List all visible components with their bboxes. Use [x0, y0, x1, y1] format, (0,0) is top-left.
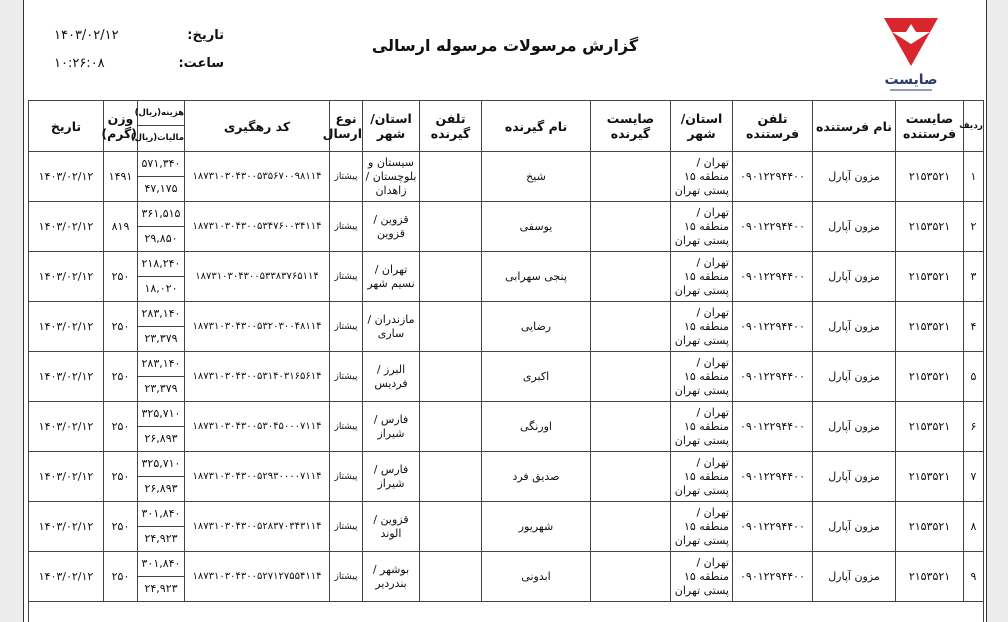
table-row	[29, 402, 984, 452]
col-type: نوع ارسال	[330, 101, 363, 152]
cell-receiver-name: رضایی	[482, 302, 591, 352]
cell-sender-phone: ۰۹۰۱۲۲۹۴۴۰۰	[733, 402, 813, 452]
cell-type: پیشتاز	[330, 452, 363, 502]
cell-receiver-city: قزوین / قزوین	[363, 202, 420, 252]
cell-sender-code: ۲۱۵۳۵۲۱	[896, 202, 964, 252]
cell-receiver-city: فارس / شیراز	[363, 402, 420, 452]
col-weight: وزن (گرم)	[104, 101, 138, 152]
cell-cost-value: ۲۸۳,۱۴۰	[138, 302, 184, 327]
cell-sender-phone: ۰۹۰۱۲۲۹۴۴۰۰	[733, 452, 813, 502]
report-page	[23, 0, 987, 622]
col-receiver-code: صایست گیرنده	[591, 101, 671, 152]
cell-receiver-code	[591, 202, 671, 252]
cell-type: پیشتاز	[330, 302, 363, 352]
cell-type: پیشتاز	[330, 202, 363, 252]
col-date: تاریخ	[29, 101, 104, 152]
cell-receiver-name: شیخ	[482, 152, 591, 202]
cell-sender-city: تهران / منطقه ۱۵ پستی تهران	[671, 152, 733, 202]
cell-tax-value: ۲۴,۹۲۳	[144, 582, 178, 595]
cell-cost	[138, 202, 185, 252]
cell-receiver-code	[591, 452, 671, 502]
cell-tracking: ۱۸۷۳۱۰۳۰۴۳۰۰۵۲۷۱۲۷۵۵۴۱۱۴	[185, 552, 330, 602]
cell-sender-name: مزون آپارل	[813, 252, 896, 302]
time-value: ۱۰:۲۶:۰۸	[54, 56, 105, 71]
cell-cost-value: ۲۸۳,۱۴۰	[138, 352, 184, 377]
cell-date: ۱۴۰۳/۰۲/۱۲	[29, 202, 104, 252]
cell-weight: ۲۵۰	[104, 452, 138, 502]
cell-receiver-city: سیستان و بلوچستان / زاهدان	[363, 152, 420, 202]
table-row	[29, 352, 984, 402]
cell-tracking: ۱۸۷۳۱۰۳۰۴۳۰۰۵۳۵۶۷۰۰۹۸۱۱۴	[185, 152, 330, 202]
cell-date: ۱۴۰۳/۰۲/۱۲	[29, 352, 104, 402]
cell-tracking: ۱۸۷۳۱۰۳۰۴۳۰۰۵۳۳۸۳۷۶۵۱۱۴	[185, 252, 330, 302]
cell-receiver-name: یوسفی	[482, 202, 591, 252]
col-receiver-phone: تلفن گیرنده	[420, 101, 482, 152]
cell-receiver-code	[591, 152, 671, 202]
cell-weight: ۸۱۹	[104, 202, 138, 252]
cell-date: ۱۴۰۳/۰۲/۱۲	[29, 252, 104, 302]
cell-sender-city: تهران / منطقه ۱۵ پستی تهران	[671, 352, 733, 402]
cell-type: پیشتاز	[330, 552, 363, 602]
svg-text:صایست: صایست	[884, 72, 938, 88]
cell-sender-phone: ۰۹۰۱۲۲۹۴۴۰۰	[733, 252, 813, 302]
cell-cost-value: ۳۶۱,۵۱۵	[138, 202, 184, 227]
cell-weight: ۲۵۰	[104, 352, 138, 402]
col-sender-phone: تلفن فرستنده	[733, 101, 813, 152]
cell-date: ۱۴۰۳/۰۲/۱۲	[29, 402, 104, 452]
cell-receiver-city: مازندران / ساری	[363, 302, 420, 352]
cell-tracking: ۱۸۷۳۱۰۳۰۴۳۰۰۵۳۲۰۳۰۰۴۸۱۱۴	[185, 302, 330, 352]
cell-type: پیشتاز	[330, 252, 363, 302]
cell-receiver-phone	[420, 502, 482, 552]
cell-sender-code: ۲۱۵۳۵۲۱	[896, 152, 964, 202]
company-logo	[880, 14, 942, 96]
cell-sender-city: تهران / منطقه ۱۵ پستی تهران	[671, 252, 733, 302]
cell-receiver-name: اورنگی	[482, 402, 591, 452]
table-header-row	[29, 101, 984, 152]
cell-type: پیشتاز	[330, 352, 363, 402]
cell-receiver-code	[591, 252, 671, 302]
cell-tax-value: ۲۹,۸۵۰	[144, 232, 178, 245]
cell-sender-name: مزون آپارل	[813, 152, 896, 202]
table-row	[29, 252, 984, 302]
cell-sender-name: مزون آپارل	[813, 502, 896, 552]
cell-cost	[138, 302, 185, 352]
col-cost-label: هزینه(ریال)	[138, 101, 184, 126]
cell-cost-value: ۳۲۵,۷۱۰	[138, 452, 184, 477]
cell-sender-phone: ۰۹۰۱۲۲۹۴۴۰۰	[733, 302, 813, 352]
cell-row-no: ۵	[964, 352, 984, 402]
cell-receiver-name: ابدونی	[482, 552, 591, 602]
cell-date: ۱۴۰۳/۰۲/۱۲	[29, 552, 104, 602]
cell-sender-name: مزون آپارل	[813, 302, 896, 352]
cell-row-no: ۲	[964, 202, 984, 252]
col-cost	[130, 101, 185, 152]
cell-tax-value: ۲۴,۹۲۳	[144, 532, 178, 545]
cell-tax-value: ۲۳,۳۷۹	[144, 332, 178, 345]
cell-sender-city: تهران / منطقه ۱۵ پستی تهران	[671, 502, 733, 552]
date-label: تاریخ:	[187, 28, 224, 43]
cell-cost	[138, 152, 185, 202]
cell-sender-code: ۲۱۵۳۵۲۱	[896, 502, 964, 552]
col-sender-code: صایست فرستنده	[896, 101, 964, 152]
col-row-no: ردیف	[964, 101, 984, 152]
cell-sender-code: ۲۱۵۳۵۲۱	[896, 552, 964, 602]
cell-receiver-phone	[420, 252, 482, 302]
cell-sender-code: ۲۱۵۳۵۲۱	[896, 452, 964, 502]
cell-receiver-phone	[420, 202, 482, 252]
cell-receiver-phone	[420, 152, 482, 202]
cell-date: ۱۴۰۳/۰۲/۱۲	[29, 452, 104, 502]
cell-tax-value: ۲۶,۸۹۳	[144, 482, 178, 495]
cell-sender-phone: ۰۹۰۱۲۲۹۴۴۰۰	[733, 152, 813, 202]
cell-row-no: ۶	[964, 402, 984, 452]
cell-weight: ۱۴۹۱	[104, 152, 138, 202]
cell-tracking: ۱۸۷۳۱۰۳۰۴۳۰۰۵۳۱۴۰۳۱۶۵۶۱۴	[185, 352, 330, 402]
cell-date: ۱۴۰۳/۰۲/۱۲	[29, 502, 104, 552]
cell-tax-value: ۲۶,۸۹۳	[144, 432, 178, 445]
cell-receiver-phone	[420, 452, 482, 502]
cell-tracking: ۱۸۷۳۱۰۳۰۴۳۰۰۵۲۸۳۷۰۳۴۳۱۱۴	[185, 502, 330, 552]
cell-row-no: ۱	[964, 152, 984, 202]
cell-sender-phone: ۰۹۰۱۲۲۹۴۴۰۰	[733, 502, 813, 552]
table-row	[29, 302, 984, 352]
cell-weight: ۲۵۰	[104, 302, 138, 352]
cell-cost	[138, 252, 185, 302]
table-footer-row	[29, 602, 984, 622]
cell-receiver-phone	[420, 352, 482, 402]
cell-sender-phone: ۰۹۰۱۲۲۹۴۴۰۰	[733, 552, 813, 602]
cell-receiver-phone	[420, 402, 482, 452]
table-row	[29, 152, 984, 202]
cell-weight: ۲۵۰	[104, 252, 138, 302]
cell-cost	[138, 452, 185, 502]
cell-receiver-code	[591, 402, 671, 452]
cell-receiver-city: البرز / فردیس	[363, 352, 420, 402]
cell-tracking: ۱۸۷۳۱۰۳۰۴۳۰۰۵۲۹۳۰۰۰۰۷۱۱۴	[185, 452, 330, 502]
cell-cost-value: ۵۷۱,۳۴۰	[138, 152, 184, 177]
cell-weight: ۲۵۰	[104, 402, 138, 452]
cell-tax-value: ۴۷,۱۷۵	[144, 182, 178, 195]
cell-receiver-code	[591, 552, 671, 602]
col-sender-name: نام فرستنده	[813, 101, 896, 152]
cell-sender-code: ۲۱۵۳۵۲۱	[896, 402, 964, 452]
cell-receiver-name: پنجی سهرابی	[482, 252, 591, 302]
cell-receiver-name: صدیق فرد	[482, 452, 591, 502]
cell-receiver-code	[591, 352, 671, 402]
cell-tracking: ۱۸۷۳۱۰۳۰۴۳۰۰۵۳۰۴۵۰۰۰۷۱۱۴	[185, 402, 330, 452]
cell-tracking: ۱۸۷۳۱۰۳۰۴۳۰۰۵۳۴۷۶۰۰۳۴۱۱۴	[185, 202, 330, 252]
cell-receiver-city: تهران / نسیم شهر	[363, 252, 420, 302]
cell-row-no: ۷	[964, 452, 984, 502]
report-title: گزارش مرسولات مرسوله ارسالی	[371, 36, 639, 55]
cell-sender-city: تهران / منطقه ۱۵ پستی تهران	[671, 302, 733, 352]
cell-sender-city: تهران / منطقه ۱۵ پستی تهران	[671, 552, 733, 602]
col-sender-city: استان/ شهر	[671, 101, 733, 152]
table-footer-cell	[29, 602, 984, 622]
cell-sender-phone: ۰۹۰۱۲۲۹۴۴۰۰	[733, 202, 813, 252]
cell-cost-value: ۲۱۸,۲۴۰	[138, 252, 184, 277]
cell-sender-name: مزون آپارل	[813, 452, 896, 502]
cell-type: پیشتاز	[330, 152, 363, 202]
cell-type: پیشتاز	[330, 502, 363, 552]
cell-sender-phone: ۰۹۰۱۲۲۹۴۴۰۰	[733, 352, 813, 402]
cell-sender-name: مزون آپارل	[813, 202, 896, 252]
cell-tax-value: ۱۸,۰۲۰	[144, 282, 178, 295]
cell-row-no: ۸	[964, 502, 984, 552]
cell-date: ۱۴۰۳/۰۲/۱۲	[29, 152, 104, 202]
cell-sender-code: ۲۱۵۳۵۲۱	[896, 352, 964, 402]
cell-tax-value: ۲۳,۳۷۹	[144, 382, 178, 395]
col-tax-label: مالیات(ریال)	[130, 133, 184, 143]
cell-row-no: ۳	[964, 252, 984, 302]
cell-receiver-phone	[420, 552, 482, 602]
col-receiver-city: استان/ شهر	[363, 101, 420, 152]
cell-row-no: ۴	[964, 302, 984, 352]
cell-sender-code: ۲۱۵۳۵۲۱	[896, 252, 964, 302]
cell-sender-code: ۲۱۵۳۵۲۱	[896, 302, 964, 352]
cell-cost-value: ۳۰۱,۸۴۰	[138, 552, 184, 577]
cell-cost	[138, 402, 185, 452]
cell-date: ۱۴۰۳/۰۲/۱۲	[29, 302, 104, 352]
cell-sender-name: مزون آپارل	[813, 552, 896, 602]
cell-receiver-name: اکبری	[482, 352, 591, 402]
shipments-table	[28, 100, 984, 622]
table-row	[29, 502, 984, 552]
date-value: ۱۴۰۳/۰۲/۱۲	[54, 28, 119, 43]
col-receiver-name: نام گیرنده	[482, 101, 591, 152]
report-header	[24, 0, 986, 100]
cell-receiver-city: بوشهر / بندردیر	[363, 552, 420, 602]
logo-icon	[880, 14, 942, 96]
cell-cost	[138, 502, 185, 552]
cell-weight: ۲۵۰	[104, 552, 138, 602]
cell-type: پیشتاز	[330, 402, 363, 452]
cell-receiver-phone	[420, 302, 482, 352]
cell-receiver-code	[591, 502, 671, 552]
cell-cost-value: ۳۲۵,۷۱۰	[138, 402, 184, 427]
cell-receiver-city: فارس / شیراز	[363, 452, 420, 502]
table-row	[29, 202, 984, 252]
cell-receiver-name: شهریور	[482, 502, 591, 552]
cell-cost	[138, 352, 185, 402]
cell-receiver-code	[591, 302, 671, 352]
table-row	[29, 552, 984, 602]
cell-sender-name: مزون آپارل	[813, 352, 896, 402]
cell-receiver-city: قزوین / الوند	[363, 502, 420, 552]
cell-row-no: ۹	[964, 552, 984, 602]
cell-sender-city: تهران / منطقه ۱۵ پستی تهران	[671, 202, 733, 252]
col-tracking: کد رهگیری	[185, 101, 330, 152]
cell-sender-city: تهران / منطقه ۱۵ پستی تهران	[671, 452, 733, 502]
cell-weight: ۲۵۰	[104, 502, 138, 552]
cell-sender-city: تهران / منطقه ۱۵ پستی تهران	[671, 402, 733, 452]
cell-sender-name: مزون آپارل	[813, 402, 896, 452]
time-label: ساعت:	[178, 56, 224, 71]
cell-cost-value: ۳۰۱,۸۴۰	[138, 502, 184, 527]
table-row	[29, 452, 984, 502]
cell-cost	[138, 552, 185, 602]
